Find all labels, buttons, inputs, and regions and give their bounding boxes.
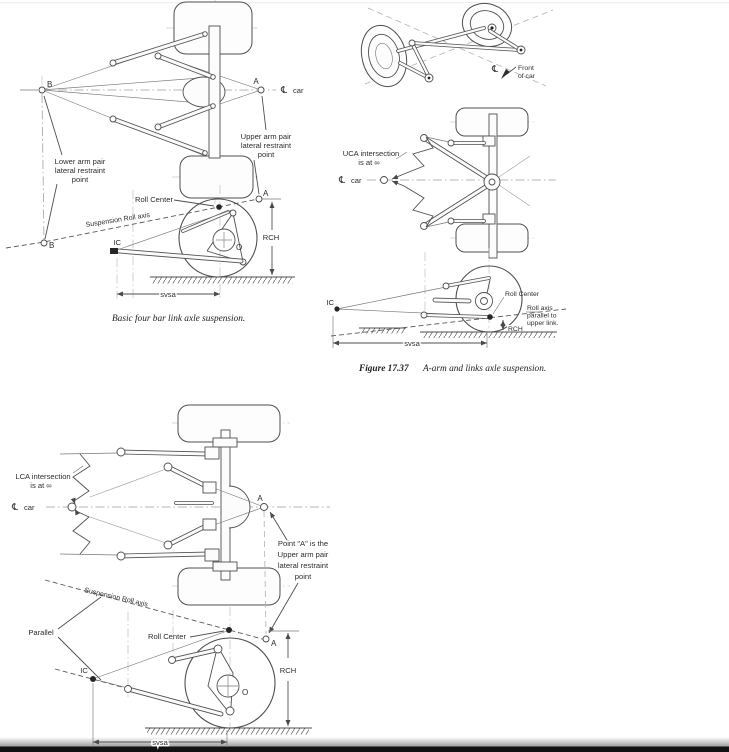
page-top-hairline — [0, 2, 729, 3]
label-point-a-side: A — [263, 189, 269, 198]
figure-four-bar-link — [6, 0, 304, 324]
four-bar-plan-view — [20, 0, 304, 240]
label-svsa: svsa — [404, 339, 420, 348]
a-arm-side-view — [326, 248, 566, 348]
centerline-icon: ℄ — [339, 175, 346, 186]
svg-text:Upper arm pair: Upper arm pair — [240, 132, 292, 141]
svg-text:lateral restraint: lateral restraint — [277, 561, 329, 570]
note-uca-intersection — [343, 149, 407, 167]
svg-text:Parallel: Parallel — [28, 628, 54, 637]
parallel-plan-view — [11, 405, 330, 634]
label-front-of-car-1: Front — [518, 65, 534, 72]
a-arm-plan-view — [338, 108, 556, 258]
label-suspension-roll-axis: Suspension Roll axis — [85, 211, 151, 229]
note-parallel — [28, 597, 101, 680]
label-point-a-plan: A — [253, 77, 259, 86]
label-svsa: svsa — [152, 738, 168, 747]
label-svsa: svsa — [160, 290, 176, 299]
label-rch: RCH — [262, 233, 280, 242]
label-car: car — [293, 86, 304, 95]
svg-text:point: point — [71, 175, 89, 184]
label-roll-center: Roll Center — [148, 632, 186, 641]
label-point-a-side: A — [271, 639, 277, 648]
svg-text:point: point — [294, 572, 312, 581]
svg-text:Point "A" is the: Point "A" is the — [277, 539, 329, 548]
svg-text:Lower arm pair: Lower arm pair — [54, 157, 106, 166]
figure-17-37 — [326, 0, 566, 374]
label-point-a-plan: A — [257, 494, 263, 503]
front-of-car-arrow — [501, 69, 510, 79]
perspective-view — [355, 0, 553, 91]
bottom-bar — [0, 747, 729, 752]
label-car: car — [24, 503, 35, 512]
centerline-icon: ℄ — [12, 502, 19, 513]
svg-text:is at ∞: is at ∞ — [30, 481, 52, 490]
label-roll-center: Roll Center — [505, 291, 539, 298]
centerline-icon: ℄ — [281, 85, 288, 96]
four-bar-side-view — [6, 185, 295, 300]
centerline-icon: ℄ — [492, 64, 499, 75]
label-ic: IC — [326, 298, 334, 307]
svg-text:UCA intersection: UCA intersection — [342, 149, 400, 158]
lca-infinity-zigzags — [60, 453, 118, 555]
label-rch: RCH — [508, 326, 523, 333]
svg-text:upper link.: upper link. — [527, 320, 559, 327]
label-front-of-car-2: of car — [518, 73, 535, 80]
svg-text:lateral restraint: lateral restraint — [240, 141, 292, 150]
svg-text:A-arm and links axle suspensio: A-arm and links axle suspension. — [423, 364, 547, 374]
label-wheel-center-o: O — [236, 243, 243, 252]
label-point-b-top: B — [47, 80, 53, 89]
figure-parallel-links — [11, 405, 330, 747]
label-car: car — [351, 176, 362, 185]
label-wheel-center-o: O — [242, 688, 249, 697]
label-point-b-side: B — [49, 241, 55, 250]
svg-text:Upper arm pair: Upper arm pair — [277, 550, 329, 559]
svg-text:is at ∞: is at ∞ — [358, 158, 380, 167]
figure-caption-17-37 — [358, 364, 546, 374]
figure-caption-four-bar: Basic four bar link axle suspension. — [112, 314, 246, 324]
svg-text:Figure 17.37: Figure 17.37 — [359, 364, 409, 374]
label-roll-center: Roll Center — [135, 195, 173, 204]
note-roll-axis-parallel — [526, 305, 558, 327]
label-ic: IC — [113, 238, 121, 247]
svg-text:LCA intersection: LCA intersection — [15, 472, 71, 481]
note-lca-intersection — [15, 466, 83, 490]
svg-text:parallel to: parallel to — [527, 312, 557, 320]
label-rch: RCH — [279, 666, 297, 675]
note-lower-arm-pair — [44, 96, 106, 239]
label-suspension-roll-axis: Suspension Roll axis — [83, 587, 149, 609]
label-ic: IC — [80, 666, 88, 675]
svg-text:point: point — [257, 150, 275, 159]
svg-text:Roll axis: Roll axis — [527, 305, 553, 312]
svg-text:lateral restraint: lateral restraint — [54, 166, 106, 175]
